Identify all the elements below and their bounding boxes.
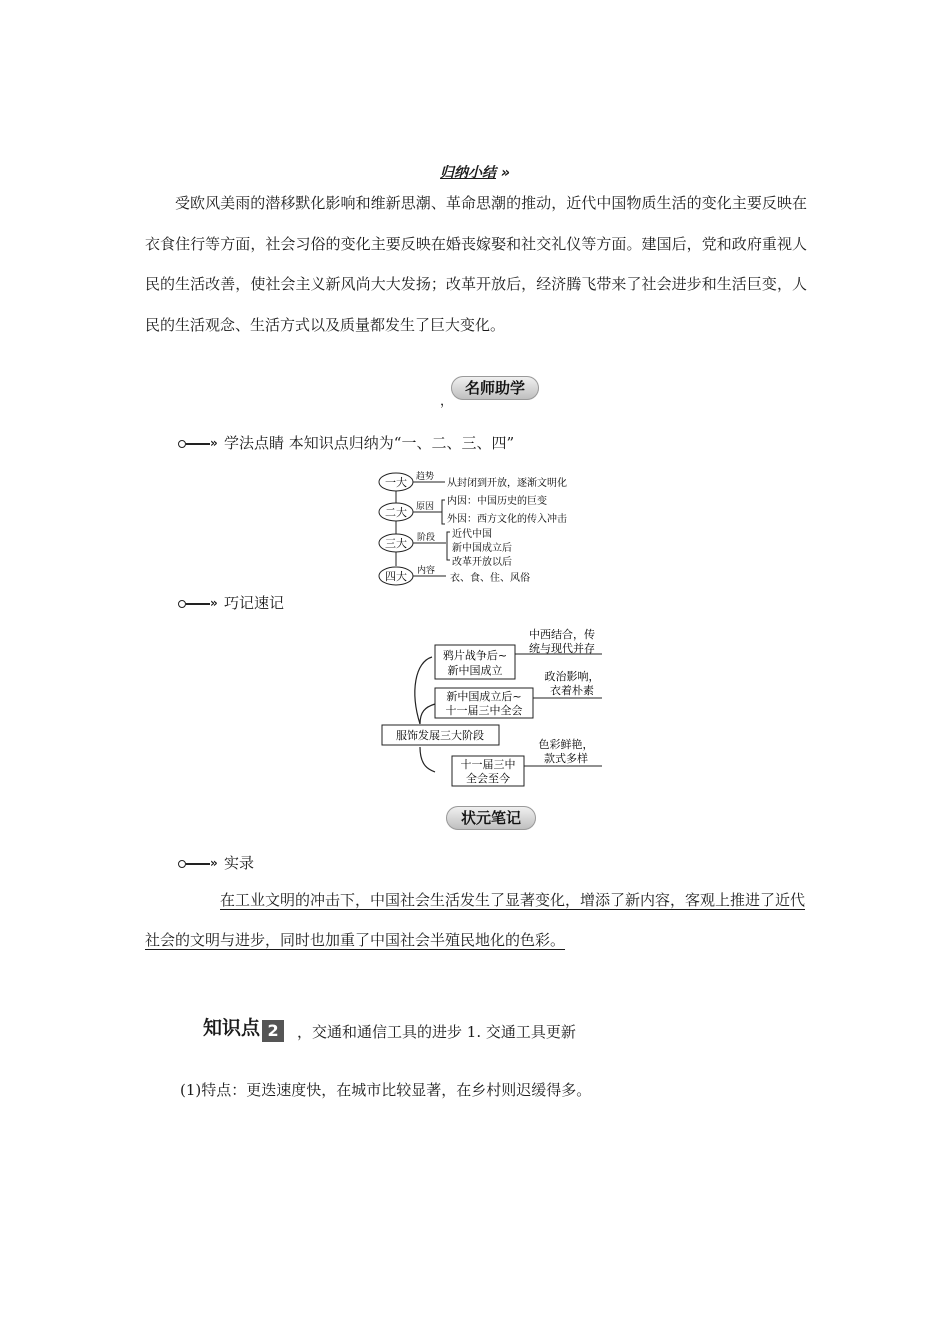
- diagram1-row-1: [379, 470, 567, 491]
- memory-label: 巧记速记: [224, 594, 285, 612]
- bullet-arrow-icon: »: [178, 859, 222, 869]
- stray-comma: ，: [440, 394, 454, 409]
- item-text: 新中国成立后: [452, 543, 512, 554]
- circle-label: 四大: [385, 570, 407, 583]
- period-text: 新中国成立: [447, 664, 503, 677]
- knowledge-point-number: 2: [262, 1020, 284, 1042]
- key-label: 内容: [417, 566, 436, 576]
- center-box: [382, 725, 499, 745]
- summary-tree-diagram: [370, 466, 610, 590]
- circle-label: 三大: [385, 537, 407, 550]
- item-text: 外因：西方文化的传入冲击: [447, 514, 567, 525]
- circle-label: 一大: [385, 476, 407, 489]
- record-row: [178, 853, 254, 873]
- double-chevron-right-icon: »: [500, 165, 510, 181]
- knowledge-point-label: 知识点: [203, 1017, 261, 1039]
- bullet-arrow-icon: »: [178, 599, 222, 609]
- period-text: 十一届三中: [460, 758, 516, 771]
- knowledge-point-heading: [203, 1013, 284, 1042]
- circle-label: 二大: [385, 506, 407, 519]
- method-row: [178, 433, 514, 453]
- period-text: 鸦片战争后~: [442, 649, 508, 662]
- feature-text: 衣着朴素: [550, 684, 594, 697]
- item-text: 近代中国: [452, 529, 492, 540]
- summary-title: 归纳小结 »: [440, 165, 510, 181]
- bullet-arrow-icon: »: [178, 439, 222, 449]
- clothing-stages-diagram: [380, 622, 610, 792]
- feature-text: 色彩鲜艳，: [538, 738, 594, 751]
- summary-paragraph: 受欧风美雨的潜移默化影响和维新思潮、革命思潮的推动，近代中国物质生活的变化主要反映在衣食住行等方面，社会习俗的变化主要反映在婚丧嫁娶和社交礼仪等方面。建国后，党和政府重视人民的生活改善，使社会主义新风尚大大发扬；改革开放后，经济腾飞带来了社会进步和生活巨变，人民的生活观念、生活方式以及质量都发生了巨大变化。: [145, 194, 807, 334]
- feature-text: 统与现代并存: [529, 642, 595, 655]
- method-label: 学法点睛 本知识点归纳为“一、二、三、四”: [224, 434, 515, 452]
- key-label: 趋势: [416, 472, 435, 482]
- record-text: 在工业文明的冲击下，中国社会生活发生了显著变化，增添了新内容，客观上推进了近代社会的文明与进步，同时也加重了中国社会半殖民地化的色彩。: [145, 891, 806, 949]
- period-text: 新中国成立后~: [446, 690, 522, 703]
- feature-text: 政治影响，: [544, 670, 600, 683]
- period-text: 十一届三中全会: [445, 704, 523, 717]
- item-text: 从封闭到开放，逐渐文明化: [447, 478, 567, 489]
- feature-text: 中西结合，传: [529, 628, 595, 641]
- key-label: 阶段: [417, 533, 436, 543]
- diagram1-row-3: [379, 527, 512, 568]
- knowledge-point-title: ，交通和通信工具的进步 1. 交通工具更新: [297, 1023, 576, 1041]
- record-label: 实录: [224, 854, 255, 872]
- item-text: 改革开放以后: [452, 557, 512, 568]
- teacher-help-badge: 名师助学: [451, 376, 539, 400]
- diagram1-row-2: [379, 494, 567, 525]
- center-label: 服饰发展三大阶段: [396, 729, 484, 742]
- point-1-text: (1)特点：更迭速度快，在城市比较显著，在乡村则迟缓得多。: [180, 1081, 592, 1099]
- period-text: 全会至今: [466, 772, 510, 785]
- feature-text: 款式多样: [544, 752, 588, 765]
- item-text: 内因：中国历史的巨变: [447, 496, 547, 507]
- memory-row: [178, 593, 284, 613]
- notes-badge: 状元笔记: [446, 806, 536, 830]
- key-label: 原因: [416, 502, 435, 512]
- item-text: 衣、食、住、风俗: [450, 573, 530, 584]
